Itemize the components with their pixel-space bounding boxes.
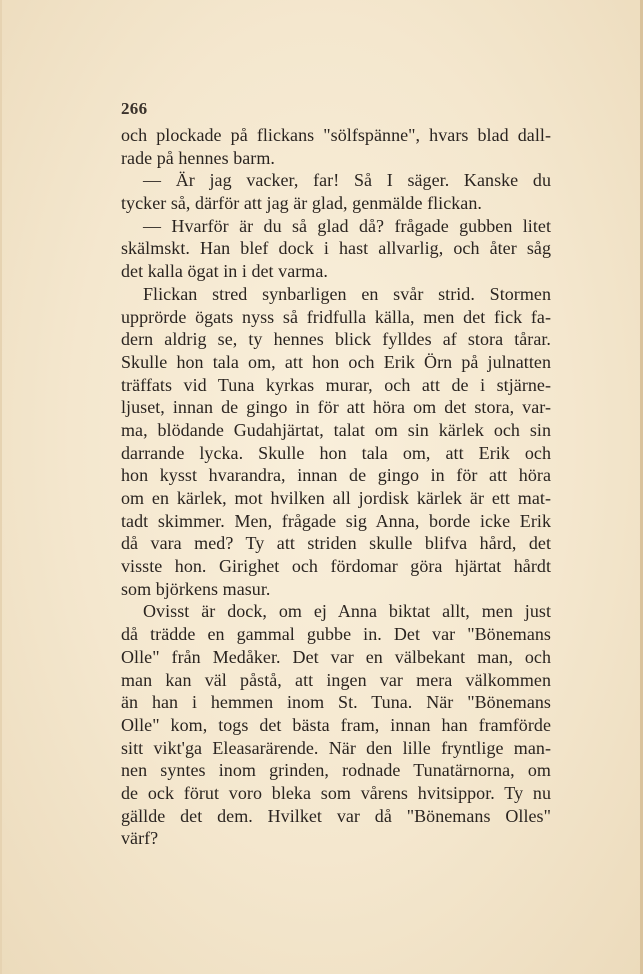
text-line: ma, blödande Gudahjärtat, talat om sin kärlek och sin xyxy=(121,419,551,440)
text-line: tadt skimmer. Men, frågade sig Anna, borde icke Erik xyxy=(121,510,551,531)
text-line: — Är jag vacker, far! Så I säger. Kanske du xyxy=(143,170,551,191)
text-line: träffats vid Tuna kyrkas murar, och att de i stjärne- xyxy=(121,374,551,395)
text-line: Skulle hon tala om, att hon och Erik Örn på julnatten xyxy=(121,351,551,372)
text-block xyxy=(121,98,551,850)
text-line: då trädde en gammal gubbe in. Det var "Bönemans xyxy=(121,624,551,645)
text-line: upprörde ögats nyss så fridfulla källa, men det fick fa- xyxy=(121,306,551,327)
text-line: värf? xyxy=(121,828,159,849)
page-number: 266 xyxy=(121,99,148,118)
text-line: rade på hennes barm. xyxy=(121,147,275,168)
text-line: Olle" kom, togs det bästa fram, innan han framförde xyxy=(121,714,551,735)
text-line: Olle" från Medåker. Det var en välbekant man, och xyxy=(121,646,551,667)
body-text xyxy=(121,124,551,850)
text-line: sitt vikt'ga Eleasarärende. När den lille fryntlige man- xyxy=(121,737,551,758)
text-line: om en kärlek, mot hvilken all jordisk kärlek är ett mat- xyxy=(121,488,551,508)
text-line: och plockade på flickans "sölfspänne", hvars blad dall- xyxy=(121,125,551,145)
text-line: visste hon. Girighet och fördomar göra hjärtat hårdt xyxy=(121,556,551,577)
text-line: hon kysst hvarandra, innan de gingo in för att höra xyxy=(121,465,551,486)
text-line: skälmskt. Han blef dock i hast allvarlig, och åter såg xyxy=(121,238,551,259)
text-line: tycker så, därför att jag är glad, genmälde flickan. xyxy=(121,193,482,214)
text-line: nen syntes inom grinden, rodnade Tunatärnorna, om xyxy=(121,760,551,781)
text-line: det kalla ögat in i det varma. xyxy=(121,261,328,282)
text-line: — Hvarför är du så glad då? frågade gubben litet xyxy=(143,215,551,236)
text-line: gällde det dem. Hvilket var då "Bönemans Olles" xyxy=(121,805,551,826)
text-line: Ovisst är dock, om ej Anna biktat allt, men just xyxy=(143,601,551,622)
text-line: än han i hemmen inom St. Tuna. När "Bönemans xyxy=(121,692,551,713)
text-line: darrande lycka. Skulle hon tala om, att Erik och xyxy=(121,442,551,463)
text-line: Flickan stred synbarligen en svår strid. Stormen xyxy=(143,283,551,304)
text-line: ljuset, innan de gingo in för att höra om det stora, var- xyxy=(121,397,551,418)
text-line: man kan väl påstå, att ingen var mera välkommen xyxy=(121,669,551,690)
text-line: som björkens masur. xyxy=(121,578,271,599)
text-line: dern aldrig se, ty hennes blick fylldes af stora tårar. xyxy=(121,329,551,350)
text-line: då vara med? Ty att striden skulle blifva hård, det xyxy=(121,533,551,554)
text-line: de ock förut voro bleka som vårens hvitsippor. Ty nu xyxy=(121,782,551,803)
